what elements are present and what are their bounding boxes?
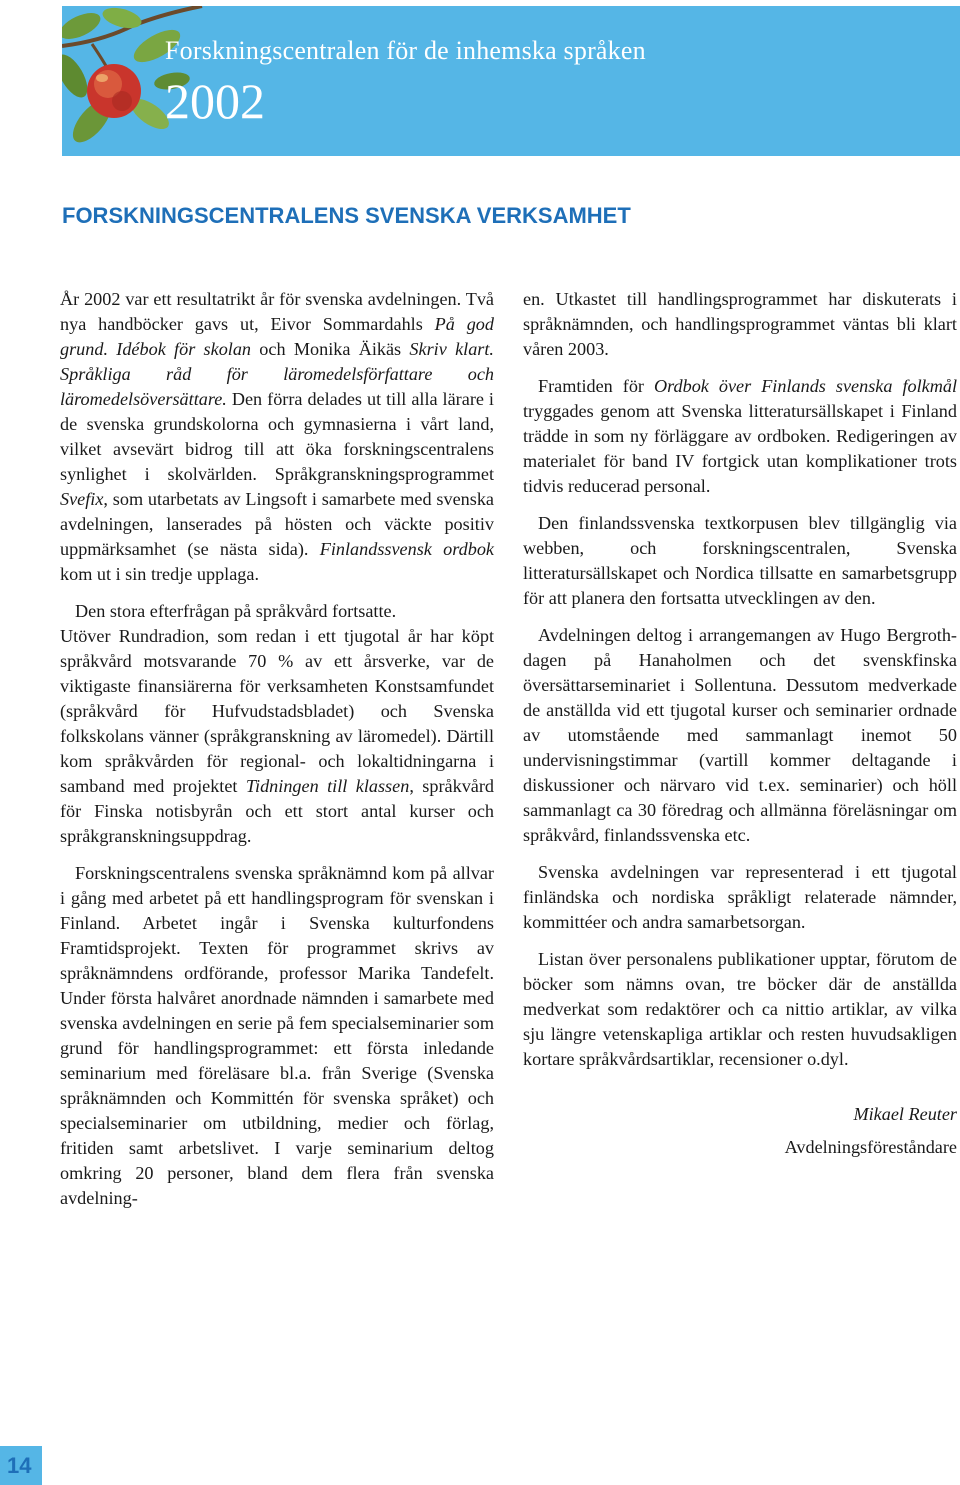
signature-name: Mikael Reuter — [853, 1104, 957, 1124]
header-banner — [62, 6, 960, 156]
page-number-box — [0, 1446, 42, 1485]
paragraph: Framtiden för Ordbok över Finlands svenska folkmål tryggades genom att Svenska litteratursällskapet i Finland trädde in som ny förläggare av ordboken. Redigeringen av materialet för band IV fortgick utan komplikationer trots tidvis reducerad personal. — [523, 376, 957, 496]
paragraph: Listan över personalens publikationer upptar, förutom de böcker som nämns ovan, tre böcker där de anställda medverkat som redaktörer och ca nittio artiklar, av vilka sju längre vetenskapliga artiklar och resten huvudsakligen kortare språkvårdsartiklar, recensioner o.dyl. — [523, 949, 957, 1069]
right-column — [523, 287, 957, 1172]
paragraph: Den finlandssvenska textkorpusen blev tillgänglig via webben, och forskningscentralen, Svenska litteratursällskapet och Nordica tillsatte en samarbetsgrupp för att planera den fortsatta utvecklingen av den. — [523, 513, 957, 608]
paragraph: Svenska avdelningen var representerad i ett tjugotal finländska och nordiska språkligt relaterade nämnder, kommittéer och andra samarbetsorgan. — [523, 862, 957, 932]
section-heading: FORSKNINGSCENTRALENS SVENSKA VERKSAMHET — [62, 203, 631, 228]
paragraph: Den stora efterfrågan på språkvård fortsatte. — [75, 601, 397, 621]
signature — [523, 1102, 957, 1160]
page-number: 14 — [7, 1453, 32, 1478]
left-column — [60, 287, 494, 1223]
organization-title: Forskningscentralen för de inhemska språken — [165, 36, 646, 65]
paragraph: Forskningscentralens svenska språknämnd kom på allvar i gång med arbetet på ett handlingsprogram för svenskan i Finland. Arbetet ingår i Svenska kulturfondens Framtidsprojekt. Texten för programmet skrivs av språknämndens ordförande, professor Marika Tandefelt. Under första halvåret anordnade nämnden i samarbete med svenska avdelningen en serie på fem specialseminarier som grund för handlingsprogrammet: ett första inledande seminarium med föreläsare bl.a. från Sverige (Svenska språknämnden och Kommittén för svenska språket) och specialseminarier om utbildning, medier och förlag, fritiden samt arbetslivet. I varje seminarium deltog omkring 20 personer, bland dem flera från svenska avdelning- — [60, 863, 494, 1208]
report-year: 2002 — [165, 73, 265, 129]
paragraph: en. Utkastet till handlingsprogrammet har diskuterats i språknämnden, och handlingsprogrammet väntas bli klart våren 2003. — [523, 289, 957, 359]
signature-title: Avdelningsföreståndare — [784, 1137, 957, 1157]
paragraph: Avdelningen deltog i arrangemangen av Hugo Bergroth-dagen på Hanaholmen och det svenskfinska översättarseminariet i Sollentuna. Dessutom medverkade de anställda vid ett tjugotal kurser och seminarier ordnade av utomstående med sammanlagt inemot 50 undervisningstimmar (vartill kommer deltagande i diskussioner och närvaro vid t.ex. seminarier) och höll sammanlagt ca 30 föredrag och allmänna föreläsningar om språkvård, finlandssvenska etc. — [523, 625, 957, 845]
paragraph: År 2002 var ett resultatrikt år för svenska avdelningen. Två nya handböcker gavs ut, Eivor Sommardahls På god grund. Idébok för skolan och Monika Äikäs Skriv klart. Språkliga råd för läromedelsförfattare och läromedelsöversättare. Den förra delades ut till alla lärare i de svenska grundskolorna och gymnasierna i vårt land, vilket avsevärt bidrog till att öka forskningscentralens synlighet i skolvärlden. Språkgranskningsprogrammet Svefix, som utarbetats av Lingsoft i samarbete med svenska avdelningen, lanserades på hösten och väckte positiv uppmärksamhet (se nästa sida). Finlandssvensk ordbok kom ut i sin tredje upplaga. — [60, 289, 494, 584]
paragraph: Utöver Rundradion, som redan i ett tjugotal år har köpt språkvård motsvarande 70 % av ett årsverke, var de viktigaste finansiärerna för verksamheten Konstsamfundet (språkvård för Hufvudstadsbladet) och Svenska folkskolans vänner (språkgranskning av läromedel). Därtill kom språkvården för regional- och lokaltidningarna i samband med projektet Tidningen till klassen, språkvård för Finska notisbyrån och ett stort antal kurser och språkgranskningsuppdrag. — [60, 626, 495, 846]
